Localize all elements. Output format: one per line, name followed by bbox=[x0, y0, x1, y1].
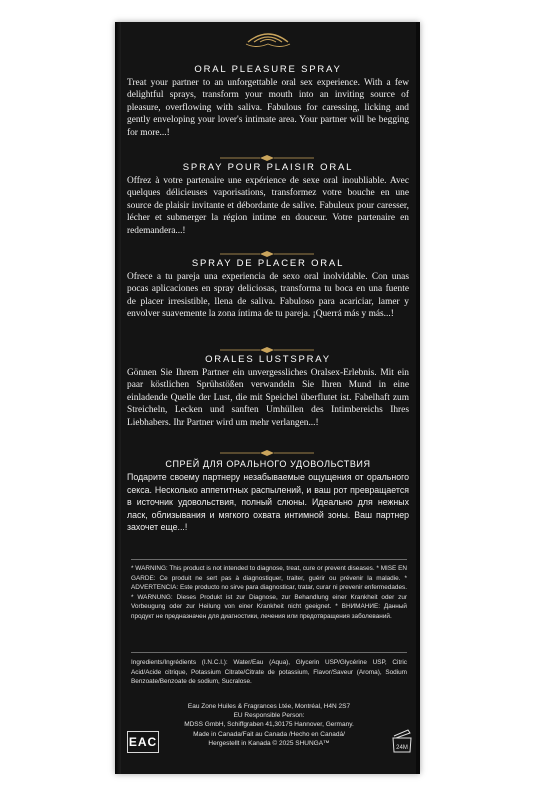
warning-text: * WARNING: This product is not intended to diagnose, treat, cure or prevent diseases. * MISE EN GARDE: Ce produit ne sert pas à diagnostiquer, traiter, guérir ou prévenir la maladie. * ADVERTENCIA: Este producto no sirve para diagnosticar, tratar, curar ni prevenir enfermedades. * WARNUNG: Dieses Produkt ist zur Diagnose, zur Behandlung einer Krankheit oder zur Vorbeugung oder zur Heilung von einer Krankheit nicht geeignet. * ВНИМАНИЕ: Данный продукт не предназначен для диагностики, лечения или предотвращения заболеваний. bbox=[131, 565, 407, 620]
gold-divider bbox=[115, 346, 420, 354]
section-title: SPRAY DE PLACER ORAL bbox=[191, 258, 345, 269]
gold-divider bbox=[115, 154, 420, 162]
section-body: Offrez à votre partenaire une expérience de sexe oral inoubliable. Avec quelques délicieuses vaporisations, transformez votre bouche en une source de plaisir invitante et débordante de salive. Fabuleux pour caresser, lécher et submerger la région intime en douceur. Votre partenaire en redemandera...! bbox=[127, 176, 409, 236]
section-russian bbox=[127, 459, 409, 534]
shunga-ornament-logo bbox=[244, 28, 292, 50]
section-title: SPRAY POUR PLAISIR ORAL bbox=[182, 162, 354, 173]
footer-line: Hergestellt in Kanada © 2025 SHUNGA™ bbox=[208, 739, 330, 747]
section-title: ORAL PLEASURE SPRAY bbox=[194, 64, 342, 75]
separator-line bbox=[131, 652, 407, 653]
open-jar-icon bbox=[390, 728, 414, 754]
footer-line: EU Responsible Person: bbox=[233, 712, 305, 720]
section-french bbox=[127, 162, 409, 237]
section-body: Ofrece a tu pareja una experiencia de sexo oral inolvidable. Con unas pocas aplicaciones en spray deliciosas, transforma tu boca en una fuente de placer irresistible, llena de saliva. Fabuloso para acariciar, lamer y envolver suavemente la zona íntima de tu pareja. ¡Querrá más y más...! bbox=[127, 272, 409, 320]
footer-line: Made in Canada/Fait au Canada /Hecho en Canadá/ bbox=[193, 730, 345, 738]
section-german bbox=[127, 354, 409, 429]
gold-divider bbox=[115, 250, 420, 258]
product-box-back bbox=[115, 22, 420, 774]
section-body: Подарите своему партнеру незабываемые ощущения от орального секса. Несколько аппетитных распылений, и ваш рот превращается в источник удовольствия, полный слюны. Идеально для нежных ласк, облизывания и мягкого охвата интимной зоны. Ваш партнер захочет еще...! bbox=[127, 472, 409, 533]
section-english bbox=[127, 64, 409, 139]
ingredients-text: Ingredients/Ingrédients (I.N.C.I.): Water/Eau (Aqua), Glycerin USP/Glycérine USP, Citric Acid/Acide citrique, Potassium Citrate/Citrate de potassium, Flavor/Saveur (Aroma), Sodium Benzoate/Benzoate de sodium, Sucralose. bbox=[131, 659, 407, 686]
footer-line: Eau Zone Huiles & Fragrances Ltée, Montréal, H4N 2S7 bbox=[187, 703, 351, 710]
section-body: Gönnen Sie Ihrem Partner ein unvergessliches Oralsex-Erlebnis. Mit ein paar köstlichen Sprühstößen verwandeln Sie Ihren Mund in eine einladende Quelle der Lust, die mit Speichel überflutet ist. Fabelhaft zum Streicheln, Lecken und sanften Umhüllen des Intimbereichs Ihres Liebhabers. Ihr Partner wird um mehr verlangen...! bbox=[127, 368, 409, 428]
section-body: Treat your partner to an unforgettable oral sex experience. With a few delightful sprays, transform your mouth into an inviting source of pleasure, overflowing with saliva. Fabulous for caressing, licking and gently enveloping your lover's intimate area. Your partner will be begging for more...! bbox=[127, 78, 409, 138]
gold-divider bbox=[115, 449, 420, 457]
separator-line bbox=[131, 559, 407, 560]
footer-line: MDSS GmbH, Schiffgraben 41,30175 Hannover, Germany. bbox=[184, 721, 354, 729]
eac-mark: EAC bbox=[127, 731, 159, 753]
section-title: СПРЕЙ ДЛЯ ОРАЛЬНОГО УДОВОЛЬСТВИЯ bbox=[165, 459, 371, 469]
section-title: ORALES LUSTSPRAY bbox=[205, 354, 331, 365]
manufacturer-info bbox=[131, 702, 407, 748]
pao-label: 24M bbox=[396, 745, 408, 751]
section-spanish bbox=[127, 258, 409, 321]
